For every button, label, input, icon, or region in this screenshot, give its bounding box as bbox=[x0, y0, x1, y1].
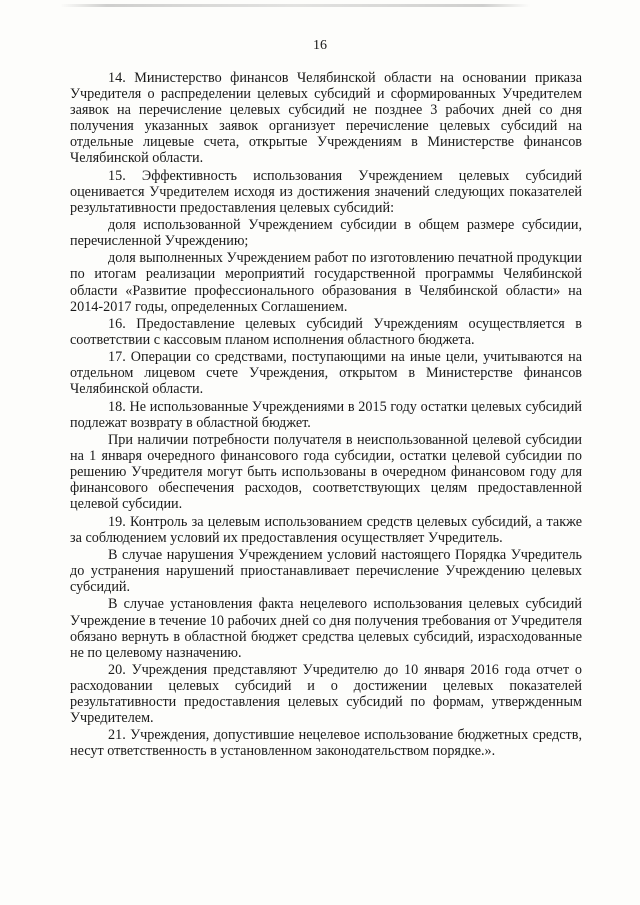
paragraph-18: 18. Не использованные Учреждениями в 2015 году остатки целевых субсидий подлежат возврату в областной бюджет. bbox=[70, 398, 582, 431]
scan-artifact bbox=[60, 4, 530, 7]
paragraph-19: 19. Контроль за целевым использованием средств целевых субсидий, а также за соблюдением условий их предоставления осуществляет Учредитель. bbox=[70, 513, 582, 546]
paragraph-19-misuse: В случае установления факта нецелевого использования целевых субсидий Учреждение в течение 10 рабочих дней со дня получения требования от Учредителя обязано вернуть в областной бюджет средства целевых субсидий, израсходованные не по целевому назначению. bbox=[70, 596, 582, 661]
paragraph-15: 15. Эффективность использования Учреждением целевых субсидий оценивается Учредителем исходя из достижения значений следующих показателей результативности предоставления целевых субсидий: bbox=[70, 167, 582, 216]
paragraph-20: 20. Учреждения представляют Учредителю до 10 января 2016 года отчет о расходовании целевых субсидий и о достижении целевых показателей результативности предоставления целевых субсидий по формам, утвержденным Учредителем. bbox=[70, 661, 582, 727]
paragraph-21: 21. Учреждения, допустившие нецелевое использование бюджетных средств, несут ответственность в установленном законодательством порядке.». bbox=[70, 727, 582, 760]
paragraph-18-continuation: При наличии потребности получателя в неиспользованной целевой субсидии на 1 января очередного финансового года субсидии, остатки целевой субсидии по решению Учредителя могут быть использованы в очередном финансовом году для финансового обеспечения расходов, соответствующих целям предоставленной целевой субсидии. bbox=[70, 432, 582, 513]
paragraph-17: 17. Операции со средствами, поступающими на иные цели, учитываются на отдельном лицевом счете Учреждения, открытом в Министерстве финансов Челябинской области. bbox=[70, 349, 582, 398]
paragraph-14: 14. Министерство финансов Челябинской области на основании приказа Учредителя о распределении целевых субсидий и сформированных Учредителем заявок на перечисление целевых субсидий не позднее 3 рабочих дней со дня получения указанных заявок организует перечисление целевых субсидий на отдельные лицевые счета, открытые Учреждениям в Министерстве финансов Челябинской области. bbox=[70, 70, 582, 167]
page-number: 16 bbox=[313, 38, 327, 53]
paragraph-15-indicator-1: доля использованной Учреждением субсидии в общем размере субсидии, перечисленной Учреждению; bbox=[70, 217, 582, 250]
paragraph-15-indicator-2: доля выполненных Учреждением работ по изготовлению печатной продукции по итогам реализации мероприятий государственной программы Челябинской области «Развитие профессионального образования в Челябинской области» на 2014-2017 годы, определенных Соглашением. bbox=[70, 250, 582, 315]
paragraph-16: 16. Предоставление целевых субсидий Учреждениям осуществляется в соответствии с кассовым планом исполнения областного бюджета. bbox=[70, 315, 582, 348]
paragraph-19-violation: В случае нарушения Учреждением условий настоящего Порядка Учредитель до устранения нарушений приостанавливает перечисление Учреждению целевых субсидий. bbox=[70, 547, 582, 596]
document-body bbox=[70, 70, 582, 761]
